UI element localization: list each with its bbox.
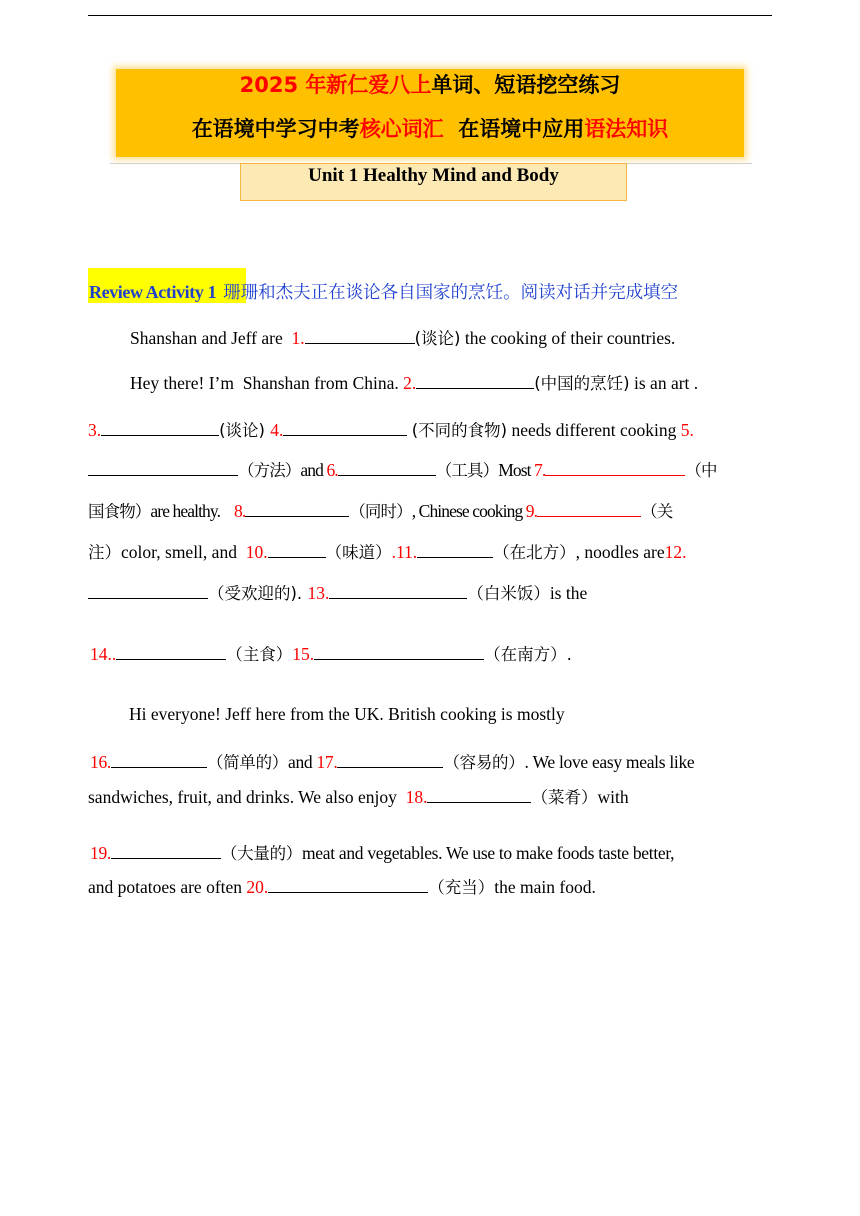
blank-14[interactable]	[116, 642, 226, 660]
passage-line-12: 19. （大量的）meat and vegetables. We use to make foods taste better,	[90, 843, 675, 863]
banner-title-line2: 在语境中学习中考核心词汇 在语境中应用语法知识	[191, 117, 669, 141]
passage-line-5: 国食物）are healthy. 8. （同时）, Chinese cooking 9. （关	[88, 501, 673, 521]
passage-line-8: 14.. （主食）15. （在南方）.	[90, 644, 572, 664]
blank-17[interactable]	[337, 750, 443, 768]
blank-19[interactable]	[111, 841, 221, 859]
passage-line-2: Hey there! I’m Shanshan from China. 2. (中国的烹饪) is an art .	[130, 373, 699, 393]
activity-instruction: 珊珊和杰夫正在谈论各自国家的烹饪。阅读对话并完成填空	[223, 283, 679, 303]
passage-line-10: 16. （简单的）and 17. （容易的）. We love easy meals like	[90, 752, 695, 772]
passage-line-1: Shanshan and Jeff are 1. (谈论) the cooking of their countries.	[130, 328, 676, 348]
top-rule	[88, 15, 772, 16]
banner-title-line1: 2025 年新仁爱八上单词、短语挖空练习	[239, 73, 621, 97]
passage-line-11: sandwiches, fruit, and drinks. We also enjoy 18. （菜肴）with	[88, 787, 629, 807]
passage-line-7: （受欢迎的). 13. （白米饭）is the	[88, 581, 587, 605]
blank-15[interactable]	[314, 642, 484, 660]
blank-4[interactable]	[283, 418, 407, 436]
blank-6[interactable]	[338, 458, 436, 476]
blank-13[interactable]	[329, 581, 467, 599]
unit-title: Unit 1 Healthy Mind and Body	[240, 163, 627, 201]
activity-tag: Review Activity 1	[89, 282, 217, 302]
blank-1[interactable]	[305, 326, 415, 344]
blank-16[interactable]	[111, 750, 207, 768]
blank-20[interactable]	[268, 875, 428, 893]
passage-line-13: and potatoes are often 20. （充当）the main food.	[88, 877, 596, 897]
blank-3[interactable]	[101, 418, 219, 436]
passage-line-9: Hi everyone! Jeff here from the UK. British cooking is mostly	[129, 704, 565, 724]
blank-18[interactable]	[427, 785, 531, 803]
blank-8[interactable]	[245, 499, 349, 517]
blank-11[interactable]	[417, 540, 493, 558]
activity-heading	[89, 281, 678, 304]
passage-line-4: （方法）and 6. （工具）Most 7. （中	[88, 458, 717, 482]
blank-9[interactable]	[537, 499, 641, 517]
blank-7[interactable]	[545, 458, 685, 476]
blank-12[interactable]	[88, 581, 208, 599]
passage-line-6: 注）color, smell, and 10. （味道）.11. （在北方）, noodles are12.	[88, 542, 687, 562]
title-banner	[116, 69, 744, 157]
passage-line-3: 3. (谈论) 4. (不同的食物) needs different cooking 5.	[88, 420, 694, 440]
blank-2[interactable]	[416, 371, 534, 389]
blank-10[interactable]	[268, 540, 326, 558]
blank-5[interactable]	[88, 458, 238, 476]
